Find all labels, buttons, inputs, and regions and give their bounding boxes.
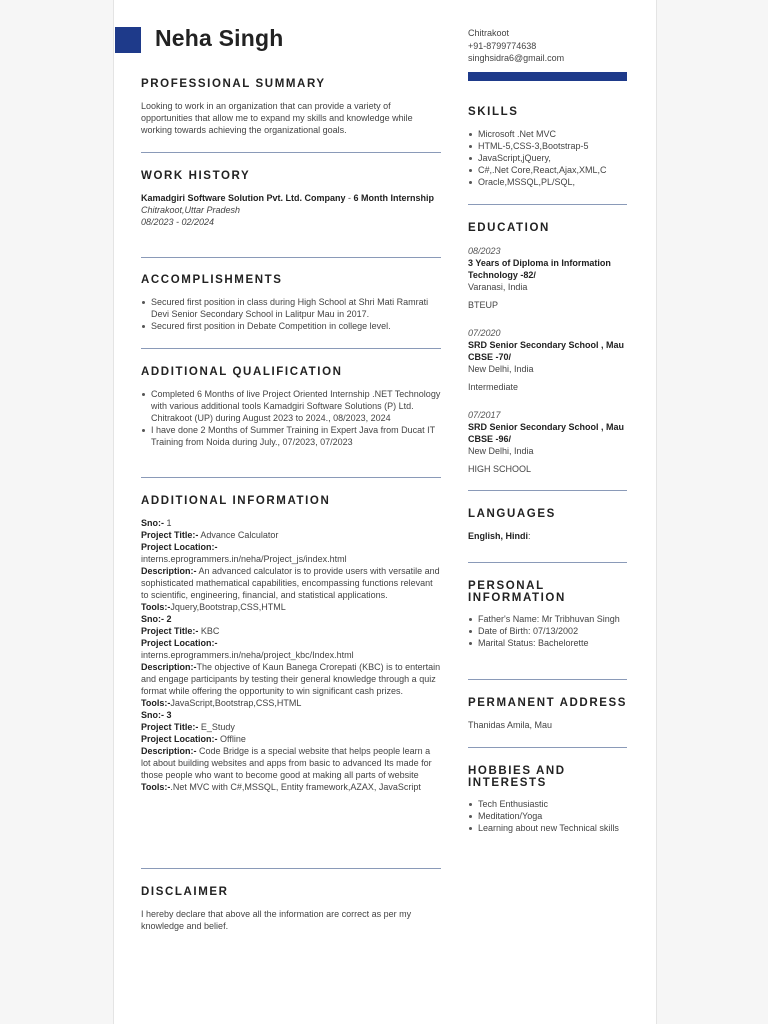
label: Project Location:- <box>141 638 218 648</box>
education-title: SRD Senior Secondary School , Mau CBSE -70/ <box>468 340 625 362</box>
accent-bar <box>468 72 627 81</box>
summary-text: Looking to work in an organization that can provide a variety of opportunities that allow me to expand my skills and knowledge while working towards achieving the organizational goals. <box>141 101 413 135</box>
project-list <box>141 517 441 793</box>
divider <box>468 679 627 680</box>
hobbies-section <box>468 765 628 834</box>
qualification-section <box>141 366 441 448</box>
list-item: Completed 6 Months of live Project Oriented Internship .NET Technology with various additional tools Kamadgiri Software Solutions (P) Ltd. Chitrakoot (UP) during August 2023 to 2024., 08/2023, 2024 <box>151 389 441 423</box>
label: Tools:- <box>141 782 171 792</box>
section-heading: SKILLS <box>468 106 519 118</box>
skill-item: Oracle,MSSQL,PL/SQL, <box>478 176 628 188</box>
contact-email[interactable]: singhsidra6@gmail.com <box>468 53 565 63</box>
project-location <box>141 733 441 745</box>
divider <box>141 348 441 349</box>
project-url[interactable]: interns.eprogrammers.in/neha/Project_js/index.html <box>141 554 347 564</box>
education-date: 07/2020 <box>468 328 501 338</box>
skills-section <box>468 106 628 188</box>
skill-item: Microsoft .Net MVC <box>478 128 628 140</box>
summary-section <box>141 78 441 136</box>
skill-item: HTML-5,CSS-3,Bootstrap-5 <box>478 140 628 152</box>
label: Tools:- <box>141 602 171 612</box>
divider <box>468 747 627 748</box>
tools-value: JavaScript,Bootstrap,CSS,HTML <box>170 698 302 708</box>
project-title <box>141 625 441 637</box>
contact-phone: +91-8799774638 <box>468 40 537 51</box>
project-title-value: Advance Calculator <box>200 530 279 540</box>
accomplishments-section <box>141 274 441 332</box>
skill-item: C#,.Net Core,React,Ajax,XML,C <box>478 164 628 176</box>
contact-city: Chitrakoot <box>468 28 510 38</box>
section-heading: LANGUAGES <box>468 508 556 520</box>
section-heading: HOBBIES AND INTERESTS <box>468 765 566 789</box>
skill-item: JavaScript,jQuery, <box>478 152 628 164</box>
project-location-value: Offline <box>220 734 246 744</box>
education-place: New Delhi, India <box>468 364 534 374</box>
skills-list <box>468 128 628 188</box>
list-item: Secured first position in class during High School at Shri Mati Ramrati Devi Senior Secondary School in Lalitpur Mau in 2017. <box>151 296 441 320</box>
hobby-item: Meditation/Yoga <box>478 810 628 822</box>
education-date: 07/2017 <box>468 410 501 420</box>
project-description <box>141 661 441 697</box>
education-title: SRD Senior Secondary School , Mau CBSE -96/ <box>468 422 625 444</box>
hobby-item: Tech Enthusiastic <box>478 798 628 810</box>
education-entry <box>468 245 628 311</box>
personal-info-list <box>468 613 628 649</box>
accent-square <box>115 27 141 53</box>
project-title-value: E_Study <box>200 722 235 732</box>
work-entry <box>141 192 441 204</box>
description-value: The objective of Kaun Banega Crorepati (KBC) is to entertain and engage participants by testing their general knowledge through a quiz format while offering the opportunity to win significant cash prizes. <box>141 662 441 696</box>
languages-suffix: : <box>528 531 531 541</box>
work-role: 6 Month Internship <box>353 193 435 203</box>
label: Tools:- <box>141 698 171 708</box>
education-entry <box>468 327 628 393</box>
label: Project Location:- <box>141 542 218 552</box>
section-heading: WORK HISTORY <box>141 170 251 182</box>
description-value: Code Bridge is a special website that helps people learn a lot about building websites and apps from basic to advanced Its made for those people who want to become good at making all parts of website <box>141 746 432 780</box>
divider <box>468 562 627 563</box>
description-value: An advanced calculator is to provide users with versatile and sophisticated mathematical capabilities, encompassing functions relevant to scientific, engineering, financial, and statistical applications. <box>141 566 440 600</box>
divider <box>468 204 627 205</box>
personal-item: Father's Name: Mr Tribhuvan Singh <box>478 613 628 625</box>
tools-value: .Net MVC with C#,MSSQL, Entity framework,AZAX, JavaScript <box>170 782 421 792</box>
education-board: Intermediate <box>468 382 519 392</box>
section-heading: ADDITIONAL QUALIFICATION <box>141 366 343 378</box>
section-heading: PROFESSIONAL SUMMARY <box>141 78 326 90</box>
divider <box>468 490 627 491</box>
education-date: 08/2023 <box>468 246 501 256</box>
work-company: Kamadgiri Software Solution Pvt. Ltd. Company <box>141 193 346 203</box>
hobbies-list <box>468 798 628 834</box>
project-tools <box>141 697 441 709</box>
project-title-value: KBC <box>200 626 220 636</box>
candidate-name: Neha Singh <box>155 25 284 51</box>
section-heading: EDUCATION <box>468 222 550 234</box>
languages-section <box>468 508 628 542</box>
section-heading: ADDITIONAL INFORMATION <box>141 495 331 507</box>
education-place: Varanasi, India <box>468 282 528 292</box>
contact-block <box>468 27 564 65</box>
label: Project Title:- <box>141 722 199 732</box>
project-tools <box>141 781 441 793</box>
accomplishments-list <box>141 296 441 332</box>
project-tools <box>141 601 441 613</box>
education-board: HIGH SCHOOL <box>468 464 532 474</box>
label: Project Location:- <box>141 734 218 744</box>
label: Project Title:- <box>141 530 199 540</box>
disclaimer-text: I hereby declare that above all the information are correct as per my knowledge and belief. <box>141 909 412 931</box>
personal-item: Marital Status: Bachelorette <box>478 637 628 649</box>
label: Description:- <box>141 746 197 756</box>
section-heading: PERSONAL INFORMATION <box>468 580 566 604</box>
personal-item: Date of Birth: 07/13/2002 <box>478 625 628 637</box>
work-history-section <box>141 170 441 228</box>
languages-value: English, Hindi <box>468 531 528 541</box>
section-heading: PERMANENT ADDRESS <box>468 697 628 709</box>
project-sno <box>141 517 441 529</box>
education-entry <box>468 409 628 475</box>
work-separator: - <box>345 193 354 203</box>
project-description <box>141 745 441 781</box>
label: Sno:- <box>141 518 164 528</box>
education-place: New Delhi, India <box>468 446 534 456</box>
project-sno-value: 3 <box>166 710 172 720</box>
label: Sno:- <box>141 710 164 720</box>
education-board: BTEUP <box>468 300 499 310</box>
qualification-list <box>141 388 441 448</box>
personal-info-section <box>468 580 628 649</box>
label: Sno:- <box>141 614 164 624</box>
address-section <box>468 697 628 731</box>
work-dates: 08/2023 - 02/2024 <box>141 217 215 227</box>
list-item: I have done 2 Months of Summer Training in Expert Java from Ducat IT Training from Noida during July., 07/2023, 07/2023 <box>151 424 441 448</box>
additional-info-section <box>141 495 441 793</box>
label: Description:- <box>141 566 197 576</box>
project-url[interactable]: interns.eprogrammers.in/neha/project_kbc/Index.html <box>141 650 354 660</box>
languages-line <box>468 530 628 542</box>
work-location: Chitrakoot,Uttar Pradesh <box>141 205 241 215</box>
address-text: Thanidas Amila, Mau <box>468 720 553 730</box>
tools-value: Jquery,Bootstrap,CSS,HTML <box>170 602 286 612</box>
project-location <box>141 541 441 553</box>
project-title <box>141 721 441 733</box>
divider <box>141 868 441 869</box>
divider <box>141 477 441 478</box>
project-sno <box>141 613 441 625</box>
label: Description:- <box>141 662 197 672</box>
education-title: 3 Years of Diploma in Information Technology -82/ <box>468 258 611 280</box>
hobby-item: Learning about new Technical skills <box>478 822 628 834</box>
divider <box>141 152 441 153</box>
project-title <box>141 529 441 541</box>
project-description <box>141 565 441 601</box>
project-location <box>141 637 441 649</box>
disclaimer-section <box>141 886 441 932</box>
project-sno-value: 2 <box>166 614 172 624</box>
section-heading: ACCOMPLISHMENTS <box>141 274 283 286</box>
list-item: Secured first position in Debate Competition in college level. <box>151 320 441 332</box>
education-section <box>468 222 628 475</box>
project-sno-value: 1 <box>166 518 172 528</box>
section-heading: DISCLAIMER <box>141 886 229 898</box>
divider <box>141 257 441 258</box>
label: Project Title:- <box>141 626 199 636</box>
project-sno <box>141 709 441 721</box>
